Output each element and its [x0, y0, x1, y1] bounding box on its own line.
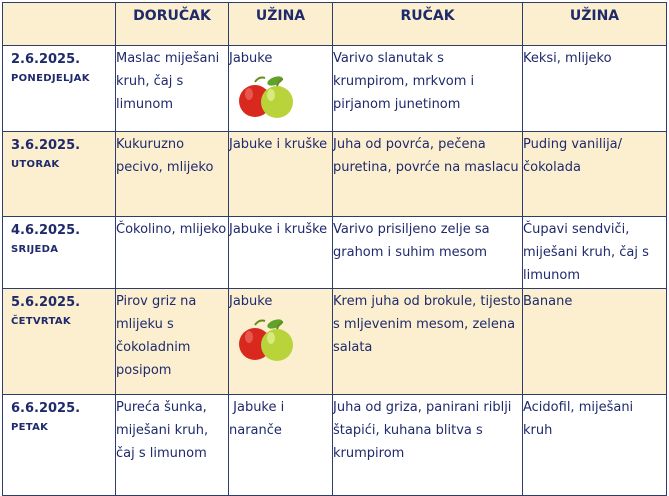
date-cell [3, 395, 116, 496]
lunch-cell: Juha od griza, panirani riblji štapići, kuhana blitva s krumpirom [333, 395, 523, 496]
apples-icon [235, 317, 299, 363]
breakfast-cell: Čokolino, mlijeko [116, 217, 229, 289]
lunch-cell: Varivo prisiljeno zelje sa grahom i suhim mesom [333, 217, 523, 289]
date: 5.6.2025. [11, 295, 81, 310]
breakfast-cell: Maslac miješani kruh, čaj s limunom [116, 46, 229, 132]
date: 3.6.2025. [11, 138, 81, 153]
day-name: SRIJEDA [11, 244, 59, 255]
table-row [3, 395, 667, 496]
breakfast-cell: Kukuruzno pecivo, mlijeko [116, 132, 229, 217]
apples-icon [235, 74, 299, 120]
lunch-cell: Varivo slanutak s krumpirom, mrkvom i pirjanom junetinom [333, 46, 523, 132]
snack-afternoon-cell: Acidofil, miješani kruh [523, 395, 667, 496]
table-row [3, 217, 667, 289]
date-cell [3, 46, 116, 132]
snack-morning-cell: Jabuke [229, 289, 333, 395]
lunch-cell: Krem juha od brokule, tijesto s mljevenim mesom, zelena salata [333, 289, 523, 395]
snack-afternoon-cell: Banane [523, 289, 667, 395]
header-row [3, 3, 667, 46]
date: 2.6.2025. [11, 52, 81, 67]
table-row [3, 46, 667, 132]
table-row [3, 132, 667, 217]
header-lunch: RUČAK [333, 3, 523, 46]
date-cell [3, 132, 116, 217]
snack-morning-cell: Jabuke i kruške [229, 217, 333, 289]
date: 4.6.2025. [11, 223, 81, 238]
snack-afternoon-cell: Puding vanilija/čokolada [523, 132, 667, 217]
snack-morning-cell: Jabuke [229, 46, 333, 132]
snack-morning-cell: Jabuke i kruške [229, 132, 333, 217]
date-cell [3, 217, 116, 289]
day-name: PETAK [11, 422, 49, 433]
snack-afternoon-cell: Čupavi sendviči, miješani kruh, čaj s limunom [523, 217, 667, 289]
breakfast-cell: Pirov griz na mlijeku s čokoladnim posipom [116, 289, 229, 395]
lunch-cell: Juha od povrća, pečena puretina, povrće na maslacu [333, 132, 523, 217]
header-snack-afternoon: UŽINA [523, 3, 667, 46]
header-breakfast: DORUČAK [116, 3, 229, 46]
date: 6.6.2025. [11, 401, 81, 416]
weekly-menu-table [2, 2, 667, 496]
header-snack-morning: UŽINA [229, 3, 333, 46]
day-name: UTORAK [11, 159, 60, 170]
snack-morning-cell: Jabuke i naranče [229, 395, 333, 496]
table-row [3, 289, 667, 395]
day-name: ČETVRTAK [11, 316, 71, 327]
breakfast-cell: Pureća šunka, miješani kruh, čaj s limunom [116, 395, 229, 496]
snack-afternoon-cell: Keksi, mlijeko [523, 46, 667, 132]
date-cell [3, 289, 116, 395]
day-name: PONEDJELJAK [11, 73, 90, 84]
header-date [3, 3, 116, 46]
